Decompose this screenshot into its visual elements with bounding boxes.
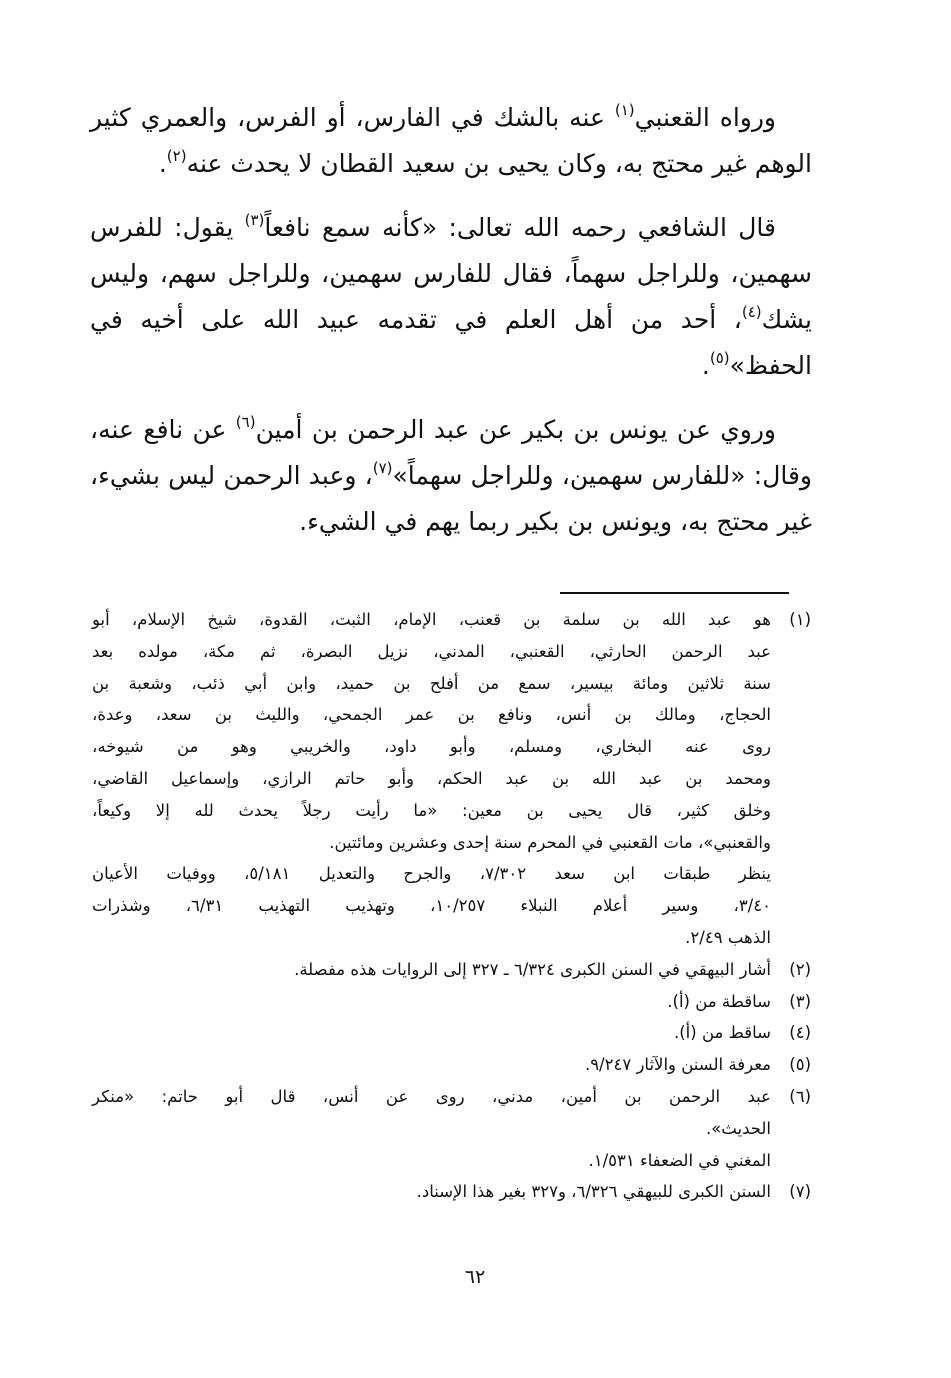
- paragraph-3: [90, 407, 812, 545]
- footnote-number: (٦): [789, 1086, 811, 1106]
- footnote-marker: (٢): [166, 146, 187, 165]
- footnote-line: ينظر طبقات ابن سعد ٧/٣٠٢، والجرح والتعديل ٥/١٨١، ووفيات الأعيان: [92, 864, 771, 884]
- footnote-number: (٣): [789, 991, 811, 1011]
- footnote-text: [92, 1049, 771, 1081]
- footnote-line: والقعنبي»، مات القعنبي في المحرم سنة إحدى وعشرين ومائتين.: [329, 832, 771, 852]
- paragraph-text: يقول: للفرس سهمين، وللراجل سهماً، فقال للفارس سهمين، وللراجل سهم، وليس يشك: [90, 213, 812, 334]
- paragraph-text: ، وعبد الرحمن ليس بشيء، غير محتج به، ويونس بن بكير ربما يهم في الشيء.: [90, 461, 812, 536]
- footnote: [92, 1017, 811, 1049]
- footnote-number: (٥): [789, 1055, 811, 1075]
- footnote-text: [92, 604, 771, 954]
- footnote-line: ساقطة من (أ).: [667, 991, 771, 1011]
- footnote-number: (١): [789, 610, 811, 629]
- footnote: [92, 1176, 811, 1208]
- paragraph-text: عنه بالشك في الفارس، أو الفرس، والعمري كثير الوهم غير محتج به، وكان يحيى بن سعيد القطان لا يحدث عنه: [90, 103, 812, 178]
- footnote-text: [92, 986, 771, 1018]
- footnote: [92, 1081, 811, 1176]
- footnote-line: هو عبد الله بن سلمة بن قعنب، الإمام، الثبت، القدوة، شيخ الإسلام، أبو: [92, 610, 771, 629]
- footnote-separator: [560, 592, 789, 594]
- footnote-marker: (٤): [741, 302, 762, 321]
- footnote-line: سنة ثلاثين ومائة بيسير، سمع من أفلح بن حميد، وابن أبي ذئب، وشعبة بن: [92, 673, 771, 693]
- footnote-marker: (٣): [244, 210, 265, 229]
- footnote-line: عبد الرحمن الحارثي، القعنبي، المدني، نزيل البصرة، ثم مكة، مولده بعد: [92, 641, 771, 661]
- footnote-line: ٣/٤٠، وسير أعلام النبلاء ١٠/٢٥٧، وتهذيب التهذيب ٦/٣١، وشذرات: [92, 896, 771, 916]
- footnote-line: أشار البيهقي في السنن الكبرى ٦/٣٢٤ ـ ٣٢٧ إلى الروايات هذه مفصلة.: [294, 959, 771, 979]
- footnote-text: [92, 954, 771, 986]
- footnote-text: [92, 1017, 771, 1049]
- footnote-number: (٧): [789, 1182, 811, 1202]
- paragraph-2: [90, 205, 812, 389]
- paragraph-text: وروي عن يونس بن بكير عن عبد الرحمن بن أمين: [255, 415, 776, 444]
- footnote-line: عبد الرحمن بن أمين، مدني، روى عن أنس، قال أبو حاتم: «منكر: [92, 1086, 771, 1106]
- footnote-number: (٤): [789, 1023, 811, 1043]
- paragraph-text: .: [158, 149, 167, 178]
- footnote-line: الحجاج، ومالك بن أنس، ونافع بن عمر الجمحي، والليث بن سعد، وعدة،: [92, 705, 771, 725]
- footnotes: [92, 604, 811, 1208]
- footnote-marker: (٧): [372, 458, 393, 477]
- footnote: [92, 1049, 811, 1081]
- footnote-line: المغني في الضعفاء ١/٥٣١.: [588, 1150, 771, 1170]
- paragraph-text: قال الشافعي رحمه الله تعالى: «كأنه سمع نافعاً: [264, 213, 776, 242]
- footnote-marker: (٦): [235, 412, 256, 431]
- footnote-marker: (٥): [709, 348, 730, 367]
- footnote-marker: (١): [614, 100, 635, 119]
- paragraph-text: ، أحد من أهل العلم في تقدمه عبيد الله على أخيه في الحفظ»: [90, 305, 812, 380]
- footnote-text: [92, 1081, 771, 1176]
- paragraph-text: ورواه القعنبي: [634, 103, 777, 132]
- main-text: [90, 95, 812, 545]
- paragraph-text: عن نافع عنه، وقال: «للفارس سهمين، وللراجل سهماً»: [90, 415, 812, 490]
- footnote: [92, 604, 811, 954]
- footnote-line: الذهب ٢/٤٩.: [685, 927, 771, 947]
- footnote-line: ساقط من (أ).: [674, 1023, 771, 1043]
- footnote: [92, 954, 811, 986]
- footnote-number: (٢): [789, 959, 811, 979]
- paragraph-text: .: [701, 351, 710, 380]
- footnote-line: ومحمد بن عبد الله بن عبد الحكم، وأبو حاتم الرازي، وإسماعيل القاضي،: [92, 768, 771, 788]
- page-number: ٦٢: [464, 1266, 486, 1288]
- footnote-line: روى عنه البخاري، ومسلم، وأبو داود، والخريبي وهو من شيوخه،: [92, 737, 771, 757]
- footnote-line: الحديث».: [705, 1118, 771, 1138]
- footnote-line: معرفة السنن والآثار ٩/٢٤٧.: [584, 1055, 771, 1075]
- footnote-text: [92, 1176, 771, 1208]
- footnote: [92, 986, 811, 1018]
- footnote-line: السنن الكبرى للبيهقي ٦/٣٢٦، و٣٢٧ بغير هذا الإسناد.: [416, 1182, 771, 1202]
- paragraph-1: [90, 95, 812, 187]
- footnote-line: وخلق كثير، قال يحيى بن معين: «ما رأيت رجلاً يحدث لله إلا وكيعاً،: [92, 800, 771, 820]
